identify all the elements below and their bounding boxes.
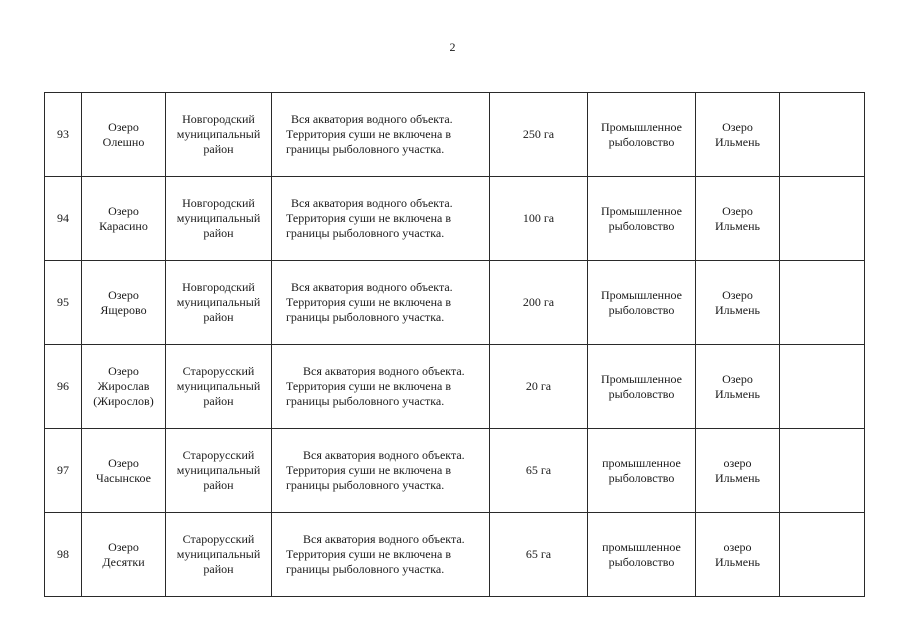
area-cell xyxy=(490,429,588,513)
basin-cell xyxy=(696,177,780,261)
basin-cell xyxy=(696,261,780,345)
empty-cell xyxy=(780,345,865,429)
fishing-areas-table xyxy=(44,92,865,597)
district-line: муниципальный xyxy=(176,127,261,141)
row-number-text: 98 xyxy=(57,547,69,561)
water-body-name-line: Олешно xyxy=(102,134,145,149)
row-number-text: 95 xyxy=(57,295,69,309)
fishing-type-cell xyxy=(588,429,696,513)
water-body-name-line: Озеро xyxy=(108,203,139,218)
water-body-name-line: Карасино xyxy=(99,218,148,233)
basin-line: Озеро xyxy=(722,203,753,218)
boundary-description-line: границы рыболовного участка. xyxy=(286,142,445,156)
fishing-type-line: промышленное xyxy=(602,539,681,554)
district-line: Новгородский xyxy=(182,196,255,210)
water-body-name-line: Ящерово xyxy=(100,302,147,317)
district-line: район xyxy=(203,478,234,492)
water-body-name-line: Озеро xyxy=(108,287,139,302)
fishing-type-line: Промышленное xyxy=(601,119,682,134)
row-number-cell xyxy=(45,345,82,429)
district-line: район xyxy=(203,394,234,408)
water-body-name-line: Озеро xyxy=(108,539,139,554)
area-text: 65 га xyxy=(525,547,552,561)
area-text: 250 га xyxy=(522,127,555,141)
boundary-description-cell xyxy=(272,345,490,429)
district-cell xyxy=(166,429,272,513)
area-text: 200 га xyxy=(522,295,555,309)
boundary-description-line: границы рыболовного участка. xyxy=(286,394,445,408)
row-number-text: 96 xyxy=(57,379,69,393)
district-line: муниципальный xyxy=(176,547,261,561)
boundary-description-cell xyxy=(272,93,490,177)
district-line: муниципальный xyxy=(176,211,261,225)
fishing-type-line: рыболовство xyxy=(608,134,675,149)
empty-cell xyxy=(780,93,865,177)
basin-line: Ильмень xyxy=(715,134,760,149)
basin-cell xyxy=(696,513,780,597)
fishing-type-line: рыболовство xyxy=(608,554,675,569)
fishing-type-cell xyxy=(588,513,696,597)
boundary-description-cell xyxy=(272,513,490,597)
boundary-description-line: Территория суши не включена в xyxy=(286,295,451,309)
fishing-type-line: рыболовство xyxy=(608,386,675,401)
row-number-text: 97 xyxy=(57,463,69,477)
boundary-description-line: границы рыболовного участка. xyxy=(286,310,445,324)
area-cell xyxy=(490,345,588,429)
fishing-type-line: рыболовство xyxy=(608,470,675,485)
district-cell xyxy=(166,345,272,429)
boundary-description-line: границы рыболовного участка. xyxy=(286,478,445,492)
district-line: муниципальный xyxy=(176,463,261,477)
boundary-description-line: границы рыболовного участка. xyxy=(286,226,445,240)
basin-line: Ильмень xyxy=(715,470,760,485)
table-row xyxy=(45,429,865,513)
boundary-description-line: Вся акватория водного объекта. xyxy=(303,364,465,378)
district-line: муниципальный xyxy=(176,295,261,309)
water-body-name-line: Озеро xyxy=(108,119,139,134)
basin-cell xyxy=(696,345,780,429)
empty-cell xyxy=(780,429,865,513)
table-body xyxy=(45,93,865,597)
boundary-description-line: Территория суши не включена в xyxy=(286,127,451,141)
basin-line: Озеро xyxy=(722,119,753,134)
basin-cell xyxy=(696,429,780,513)
table-row xyxy=(45,513,865,597)
table-row xyxy=(45,93,865,177)
boundary-description-line: Вся акватория водного объекта. xyxy=(303,532,465,546)
basin-line: Ильмень xyxy=(715,302,760,317)
area-text: 65 га xyxy=(525,463,552,477)
boundary-description-line: Вся акватория водного объекта. xyxy=(303,448,465,462)
boundary-description-line: Территория суши не включена в xyxy=(286,547,451,561)
boundary-description-line: Территория суши не включена в xyxy=(286,379,451,393)
district-line: муниципальный xyxy=(176,379,261,393)
empty-cell xyxy=(780,513,865,597)
boundary-description-line: Вся акватория водного объекта. xyxy=(291,112,453,126)
area-text: 20 га xyxy=(525,379,552,393)
water-body-name-line: (Жирослов) xyxy=(93,394,154,408)
empty-cell xyxy=(780,261,865,345)
area-cell xyxy=(490,513,588,597)
fishing-type-cell xyxy=(588,93,696,177)
area-text: 100 га xyxy=(522,211,555,225)
water-body-name-line: Озеро xyxy=(108,364,139,378)
basin-line: озеро xyxy=(723,539,752,554)
basin-line: Ильмень xyxy=(715,554,760,569)
district-cell xyxy=(166,93,272,177)
water-body-name-cell xyxy=(82,261,166,345)
district-line: Старорусский xyxy=(182,448,255,462)
water-body-name-cell xyxy=(82,345,166,429)
water-body-name-line: Десятки xyxy=(102,554,145,569)
district-line: район xyxy=(203,226,234,240)
area-cell xyxy=(490,261,588,345)
row-number-cell xyxy=(45,177,82,261)
water-body-name-cell xyxy=(82,177,166,261)
district-line: Старорусский xyxy=(182,364,255,378)
table-row xyxy=(45,345,865,429)
row-number-cell xyxy=(45,93,82,177)
fishing-type-line: рыболовство xyxy=(608,218,675,233)
fishing-type-line: Промышленное xyxy=(601,287,682,302)
fishing-type-line: Промышленное xyxy=(601,203,682,218)
fishing-type-cell xyxy=(588,345,696,429)
boundary-description-cell xyxy=(272,429,490,513)
boundary-description-line: границы рыболовного участка. xyxy=(286,562,445,576)
row-number-text: 93 xyxy=(57,127,69,141)
basin-cell xyxy=(696,93,780,177)
table-row xyxy=(45,177,865,261)
row-number-cell xyxy=(45,429,82,513)
table-row xyxy=(45,261,865,345)
page-number: 2 xyxy=(449,40,456,54)
district-cell xyxy=(166,513,272,597)
area-cell xyxy=(490,93,588,177)
district-line: район xyxy=(203,142,234,156)
area-cell xyxy=(490,177,588,261)
basin-line: Озеро xyxy=(722,371,753,386)
water-body-name-line: Озеро xyxy=(108,455,139,470)
district-cell xyxy=(166,261,272,345)
row-number-text: 94 xyxy=(57,211,69,225)
boundary-description-line: Вся акватория водного объекта. xyxy=(291,196,453,210)
water-body-name-line: Часынское xyxy=(96,470,151,485)
fishing-type-cell xyxy=(588,177,696,261)
basin-line: Ильмень xyxy=(715,218,760,233)
row-number-cell xyxy=(45,513,82,597)
district-line: Старорусский xyxy=(182,532,255,546)
boundary-description-line: Вся акватория водного объекта. xyxy=(291,280,453,294)
district-line: Новгородский xyxy=(182,280,255,294)
fishing-type-line: рыболовство xyxy=(608,302,675,317)
fishing-type-line: Промышленное xyxy=(601,371,682,386)
boundary-description-line: Территория суши не включена в xyxy=(286,211,451,225)
water-body-name-line: Жирослав xyxy=(97,379,150,393)
district-line: район xyxy=(203,310,234,324)
basin-line: Ильмень xyxy=(715,386,760,401)
water-body-name-cell xyxy=(82,429,166,513)
fishing-type-line: промышленное xyxy=(602,455,681,470)
basin-line: Озеро xyxy=(722,287,753,302)
district-line: район xyxy=(203,562,234,576)
district-line: Новгородский xyxy=(182,112,255,126)
water-body-name-cell xyxy=(82,93,166,177)
district-cell xyxy=(166,177,272,261)
boundary-description-line: Территория суши не включена в xyxy=(286,463,451,477)
row-number-cell xyxy=(45,261,82,345)
boundary-description-cell xyxy=(272,177,490,261)
basin-line: озеро xyxy=(723,455,752,470)
fishing-type-cell xyxy=(588,261,696,345)
boundary-description-cell xyxy=(272,261,490,345)
empty-cell xyxy=(780,177,865,261)
water-body-name-cell xyxy=(82,513,166,597)
